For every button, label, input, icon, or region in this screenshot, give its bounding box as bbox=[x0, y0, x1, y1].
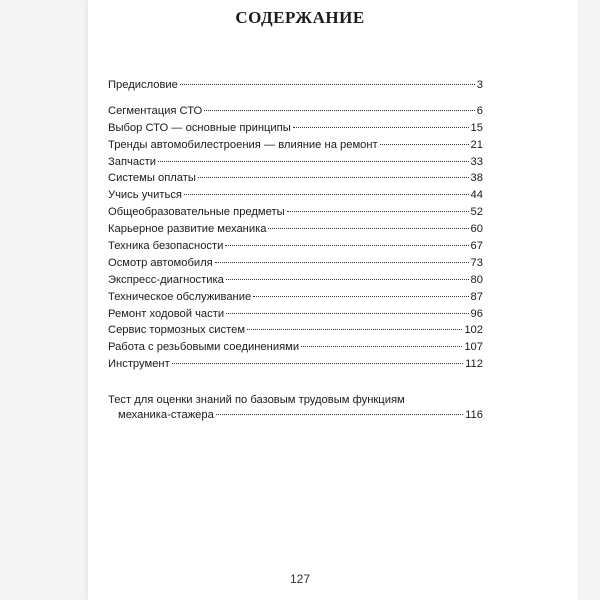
toc-entry-label: Выбор СТО — основные принципы bbox=[108, 121, 291, 134]
toc-entry-page: 33 bbox=[470, 155, 483, 168]
toc-entry-label-line2: механика-стажера bbox=[118, 409, 214, 422]
toc-entry-page: 44 bbox=[470, 189, 483, 202]
toc-entry-label: Запчасти bbox=[108, 155, 157, 168]
toc-entry bbox=[108, 339, 483, 356]
toc-entry bbox=[108, 137, 483, 154]
toc-entry-page: 102 bbox=[464, 324, 483, 337]
dot-leader bbox=[180, 84, 475, 85]
toc-entry bbox=[108, 306, 483, 323]
toc-entry bbox=[108, 154, 483, 171]
toc-entry bbox=[108, 187, 483, 204]
toc-entry-page: 38 bbox=[470, 172, 483, 185]
toc-entry-label: Осмотр автомобиля bbox=[108, 256, 213, 269]
dot-leader bbox=[247, 329, 462, 330]
toc-entry-label: Работа с резьбовыми соединениями bbox=[108, 341, 300, 354]
toc-entry-page: 80 bbox=[470, 273, 483, 286]
toc-entry-page: 52 bbox=[470, 206, 483, 219]
toc-entry-page: 60 bbox=[470, 223, 483, 236]
dot-leader bbox=[158, 161, 468, 162]
toc-entry-label: Общеобразовательные предметы bbox=[108, 206, 285, 219]
toc-entry-page: 15 bbox=[470, 121, 483, 134]
dot-leader bbox=[198, 177, 469, 178]
toc-entry-page: 112 bbox=[465, 358, 483, 371]
page-number: 127 bbox=[289, 572, 311, 586]
toc-entry-label-line1: Тест для оценки знаний по базовым трудовым функциям bbox=[108, 394, 405, 407]
toc-entry bbox=[108, 272, 483, 289]
toc-entry-label: Предисловие bbox=[108, 79, 178, 91]
dot-leader bbox=[293, 127, 469, 128]
toc-entry bbox=[108, 289, 483, 306]
toc-entry-label: Экспресс-диагностика bbox=[108, 273, 224, 286]
dot-leader bbox=[216, 414, 463, 415]
toc-entry bbox=[108, 170, 483, 187]
toc-entry bbox=[108, 77, 483, 94]
toc-entry-label: Учись учиться bbox=[108, 189, 182, 202]
toc-entry-page: 6 bbox=[476, 104, 483, 117]
dot-leader bbox=[301, 346, 462, 347]
dot-leader bbox=[287, 211, 469, 212]
toc-entry-label: Сегментация СТО bbox=[108, 104, 203, 117]
toc-entry-page: 67 bbox=[470, 240, 483, 253]
toc-entry-multiline bbox=[108, 393, 483, 423]
dot-leader bbox=[184, 194, 469, 195]
toc-entry-page: 21 bbox=[470, 138, 483, 151]
dot-leader bbox=[172, 363, 463, 364]
toc-entry-label: Тренды автомобилестроения — влияние на ремонт bbox=[108, 138, 378, 151]
toc-entry-label: Техника безопасности bbox=[108, 240, 224, 253]
toc-entry-page: 107 bbox=[464, 341, 483, 354]
toc-entry-label: Системы оплаты bbox=[108, 172, 196, 185]
toc-entry-page: 96 bbox=[470, 307, 483, 320]
toc-entry bbox=[108, 356, 483, 373]
toc-entry-page: 116 bbox=[465, 409, 483, 422]
page-title: СОДЕРЖАНИЕ bbox=[235, 8, 365, 27]
dot-leader bbox=[215, 262, 469, 263]
dot-leader bbox=[380, 144, 469, 145]
toc-entry bbox=[108, 221, 483, 238]
toc-entry bbox=[108, 204, 483, 221]
toc-entry bbox=[108, 255, 483, 272]
toc-entry-label: Техническое обслуживание bbox=[108, 290, 252, 303]
dot-leader bbox=[225, 245, 468, 246]
toc-entry-page: 87 bbox=[470, 290, 483, 303]
table-of-contents bbox=[108, 77, 483, 423]
toc-entry-label: Сервис тормозных систем bbox=[108, 324, 246, 337]
dot-leader bbox=[204, 110, 475, 111]
toc-entry bbox=[108, 322, 483, 339]
toc-entry-label: Инструмент bbox=[108, 358, 170, 371]
toc-entry-line2 bbox=[108, 408, 483, 423]
toc-entry bbox=[108, 103, 483, 120]
toc-entry bbox=[108, 120, 483, 137]
toc-entry-label: Карьерное развитие механика bbox=[108, 223, 267, 236]
dot-leader bbox=[226, 279, 469, 280]
toc-entry bbox=[108, 238, 483, 255]
toc-entry-label: Ремонт ходовой части bbox=[108, 307, 225, 320]
toc-entry-page: 73 bbox=[470, 256, 483, 269]
toc-entry-page: 3 bbox=[476, 79, 483, 91]
dot-leader bbox=[253, 296, 468, 297]
dot-leader bbox=[268, 228, 468, 229]
dot-leader bbox=[226, 313, 468, 314]
